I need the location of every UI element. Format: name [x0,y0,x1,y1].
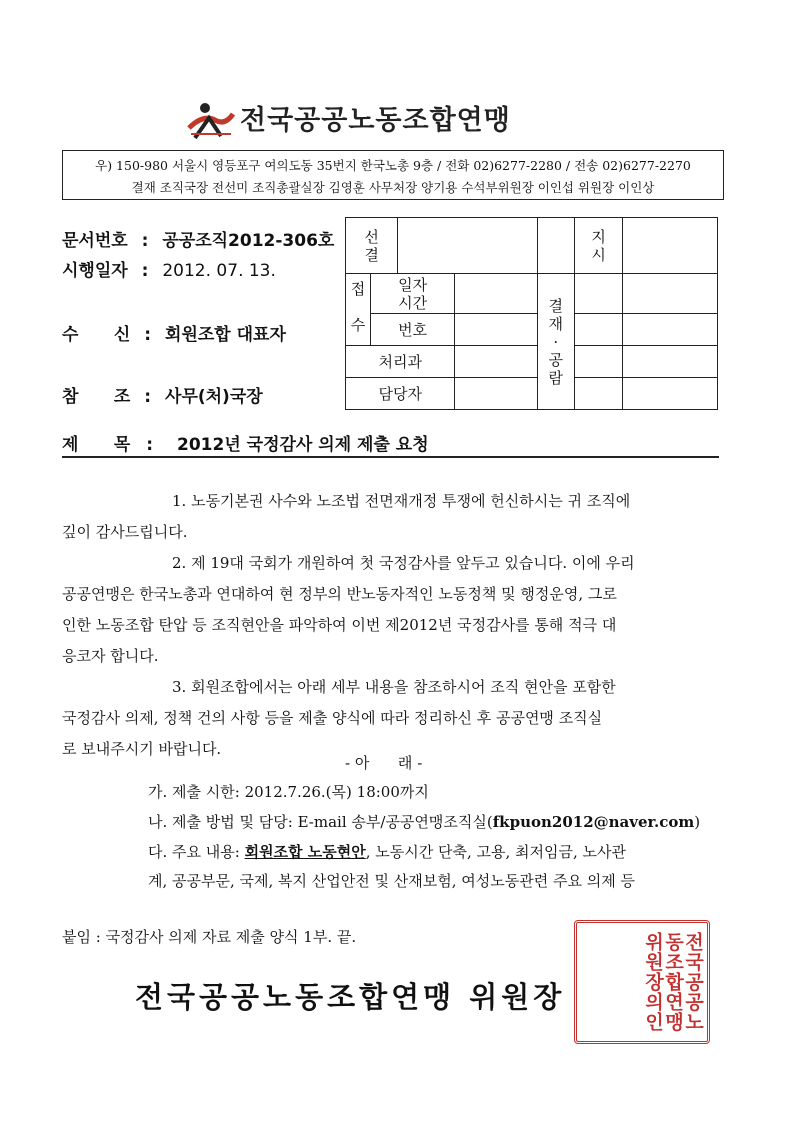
gyeoljae-blank-4 [623,314,718,346]
item-na-text: 나. 제출 방법 및 담당: E-mail 송부/공공연맹조직실( [148,813,493,831]
date-row [62,256,276,281]
paragraph-2-line-4: 응코자 합니다. [62,647,159,665]
seal-text: 전국공공노동조합연맹위원장의인 [642,932,704,1032]
ji-label: 지 [591,227,606,246]
subject-row [62,430,429,455]
date-value: 2012. 07. 13. [162,261,276,281]
cheorigwa-cell: 처리과 [346,346,455,378]
beonho-value [455,314,537,346]
damdangja-cell: 담당자 [346,378,455,410]
colon: : [141,261,149,281]
seon-gyeol-cell [346,218,398,274]
signature-line: 전국공공노동조합연맹 위원장 [135,980,566,1014]
reference-label: 참 조 [62,387,131,407]
item-ga: 가. 제출 시한: 2012.7.26.(목) 18:00까지 [148,783,429,801]
subject-divider [62,456,719,458]
colon: : [144,325,152,345]
dot-char: · [553,332,559,351]
ji-si-cell [574,218,623,274]
email-address: fkpuon2012@naver.com [492,813,695,831]
damdangja-value [455,378,537,410]
paragraph-3-line-3: 로 보내주시기 바랍니다. [62,740,222,758]
doc-number-row [62,226,334,251]
subject-value: 2012년 국정감사 의제 제출 요청 [177,435,429,455]
below-heading: - 아 래 - [345,754,423,772]
doc-number-value: 공공조직2012-306호 [162,231,335,251]
gyeoljae-gongram-cell [537,274,574,410]
recipient-label: 수 신 [62,325,131,345]
reference-row [62,382,263,407]
seon-label: 선 [364,227,379,246]
si-label: 시 [591,245,606,264]
seon-gyeol-blank-1 [398,218,537,274]
doc-number-label: 문서번호 [62,231,128,251]
ji-si-blank [623,218,718,274]
gong-char: 공 [548,350,563,369]
paragraph-1-line-2: 깊이 감사드립니다. [62,523,188,541]
paragraph-2-line-3: 인한 노동조합 탄압 등 조직현안을 파악하여 이번 제2012년 국정감사를 통해 적극 대 [62,616,617,634]
body-text [62,486,717,765]
approval-table [345,217,718,410]
recipient-value: 회원조합 대표자 [165,325,286,345]
ram-char: 람 [548,368,563,387]
jae-char: 재 [548,314,563,333]
org-emblem-icon [185,100,237,142]
attachment-line: 붙임 : 국정감사 의제 자료 제출 양식 1부. 끝. [62,928,357,946]
item-na [148,811,700,832]
paragraph-1-line-1: 1. 노동기본권 사수와 노조법 전면재개정 투쟁에 헌신하시는 귀 조직에 [172,492,631,510]
colon: : [146,435,154,455]
gyeoljae-blank-2 [623,274,718,314]
jeop-label: 접 [350,280,366,298]
su-label: 수 [350,316,366,334]
gyeoljae-blank-5 [574,346,623,378]
item-da [148,841,626,862]
gyeol-char: 결 [548,296,563,315]
seon-gyeol-blank-2 [537,218,574,274]
org-name: 전국공공노동조합연맹 [240,105,511,136]
paragraph-2-line-1: 2. 제 19대 국회가 개원하여 첫 국정감사를 앞두고 있습니다. 이에 우리 [172,554,635,572]
item-da-line-2: 계, 공공부문, 국제, 복지 산업안전 및 산재보험, 여성노동관련 주요 의제 등 [148,872,635,890]
subject-label: 제 목 [62,435,131,455]
org-logo [185,96,585,146]
item-da-highlight: 회원조합 노동현안 [244,843,366,861]
gyeoljae-blank-3 [574,314,623,346]
header-info-box [62,150,724,200]
date-label: 시행일자 [62,261,128,281]
gyeoljae-blank-1 [574,274,623,314]
ilja-label: 일자 [398,275,428,294]
official-seal [574,920,710,1044]
item-da-rest: , 노동시간 단축, 고용, 최저임금, 노사관 [365,843,626,861]
gyeol-label: 결 [364,245,379,264]
item-na-close: ) [694,813,701,831]
cheorigwa-value [455,346,537,378]
paragraph-3-line-2: 국정감사 의제, 정책 건의 사항 등을 제출 양식에 따라 정리하신 후 공공연맹 조직실 [62,709,603,727]
sigan-label: 시간 [398,293,428,312]
item-da-text: 다. 주요 내용: [148,843,245,861]
beonho-cell: 번호 [370,314,455,346]
recipient-row [62,320,286,345]
colon: : [144,387,152,407]
gyeoljae-blank-6 [623,346,718,378]
gyeoljae-blank-8 [623,378,718,410]
paragraph-2-line-2: 공공연맹은 한국노총과 연대하여 현 정부의 반노동자적인 노동정책 및 행정운영, 그로 [62,585,617,603]
ilja-sigan-cell [370,274,455,314]
gyeoljae-blank-7 [574,378,623,410]
colon: : [141,231,149,251]
jeop-su-cell [346,274,371,346]
paragraph-3-line-1: 3. 회원조합에서는 아래 세부 내용을 참조하시어 조직 현안을 포함한 [172,678,616,696]
address-line: 우) 150-980 서울시 영등포구 여의도동 35번지 한국노총 9층 / 전화 02)6277-2280 / 전송 02)6277-2270 [95,158,691,173]
approval-line: 결재 조직국장 전선미 조직총괄실장 김영훈 사무처장 양기용 수석부위원장 이인섭 위원장 이인상 [131,180,655,195]
reference-value: 사무(처)국장 [165,387,263,407]
ilja-sigan-value [455,274,537,314]
